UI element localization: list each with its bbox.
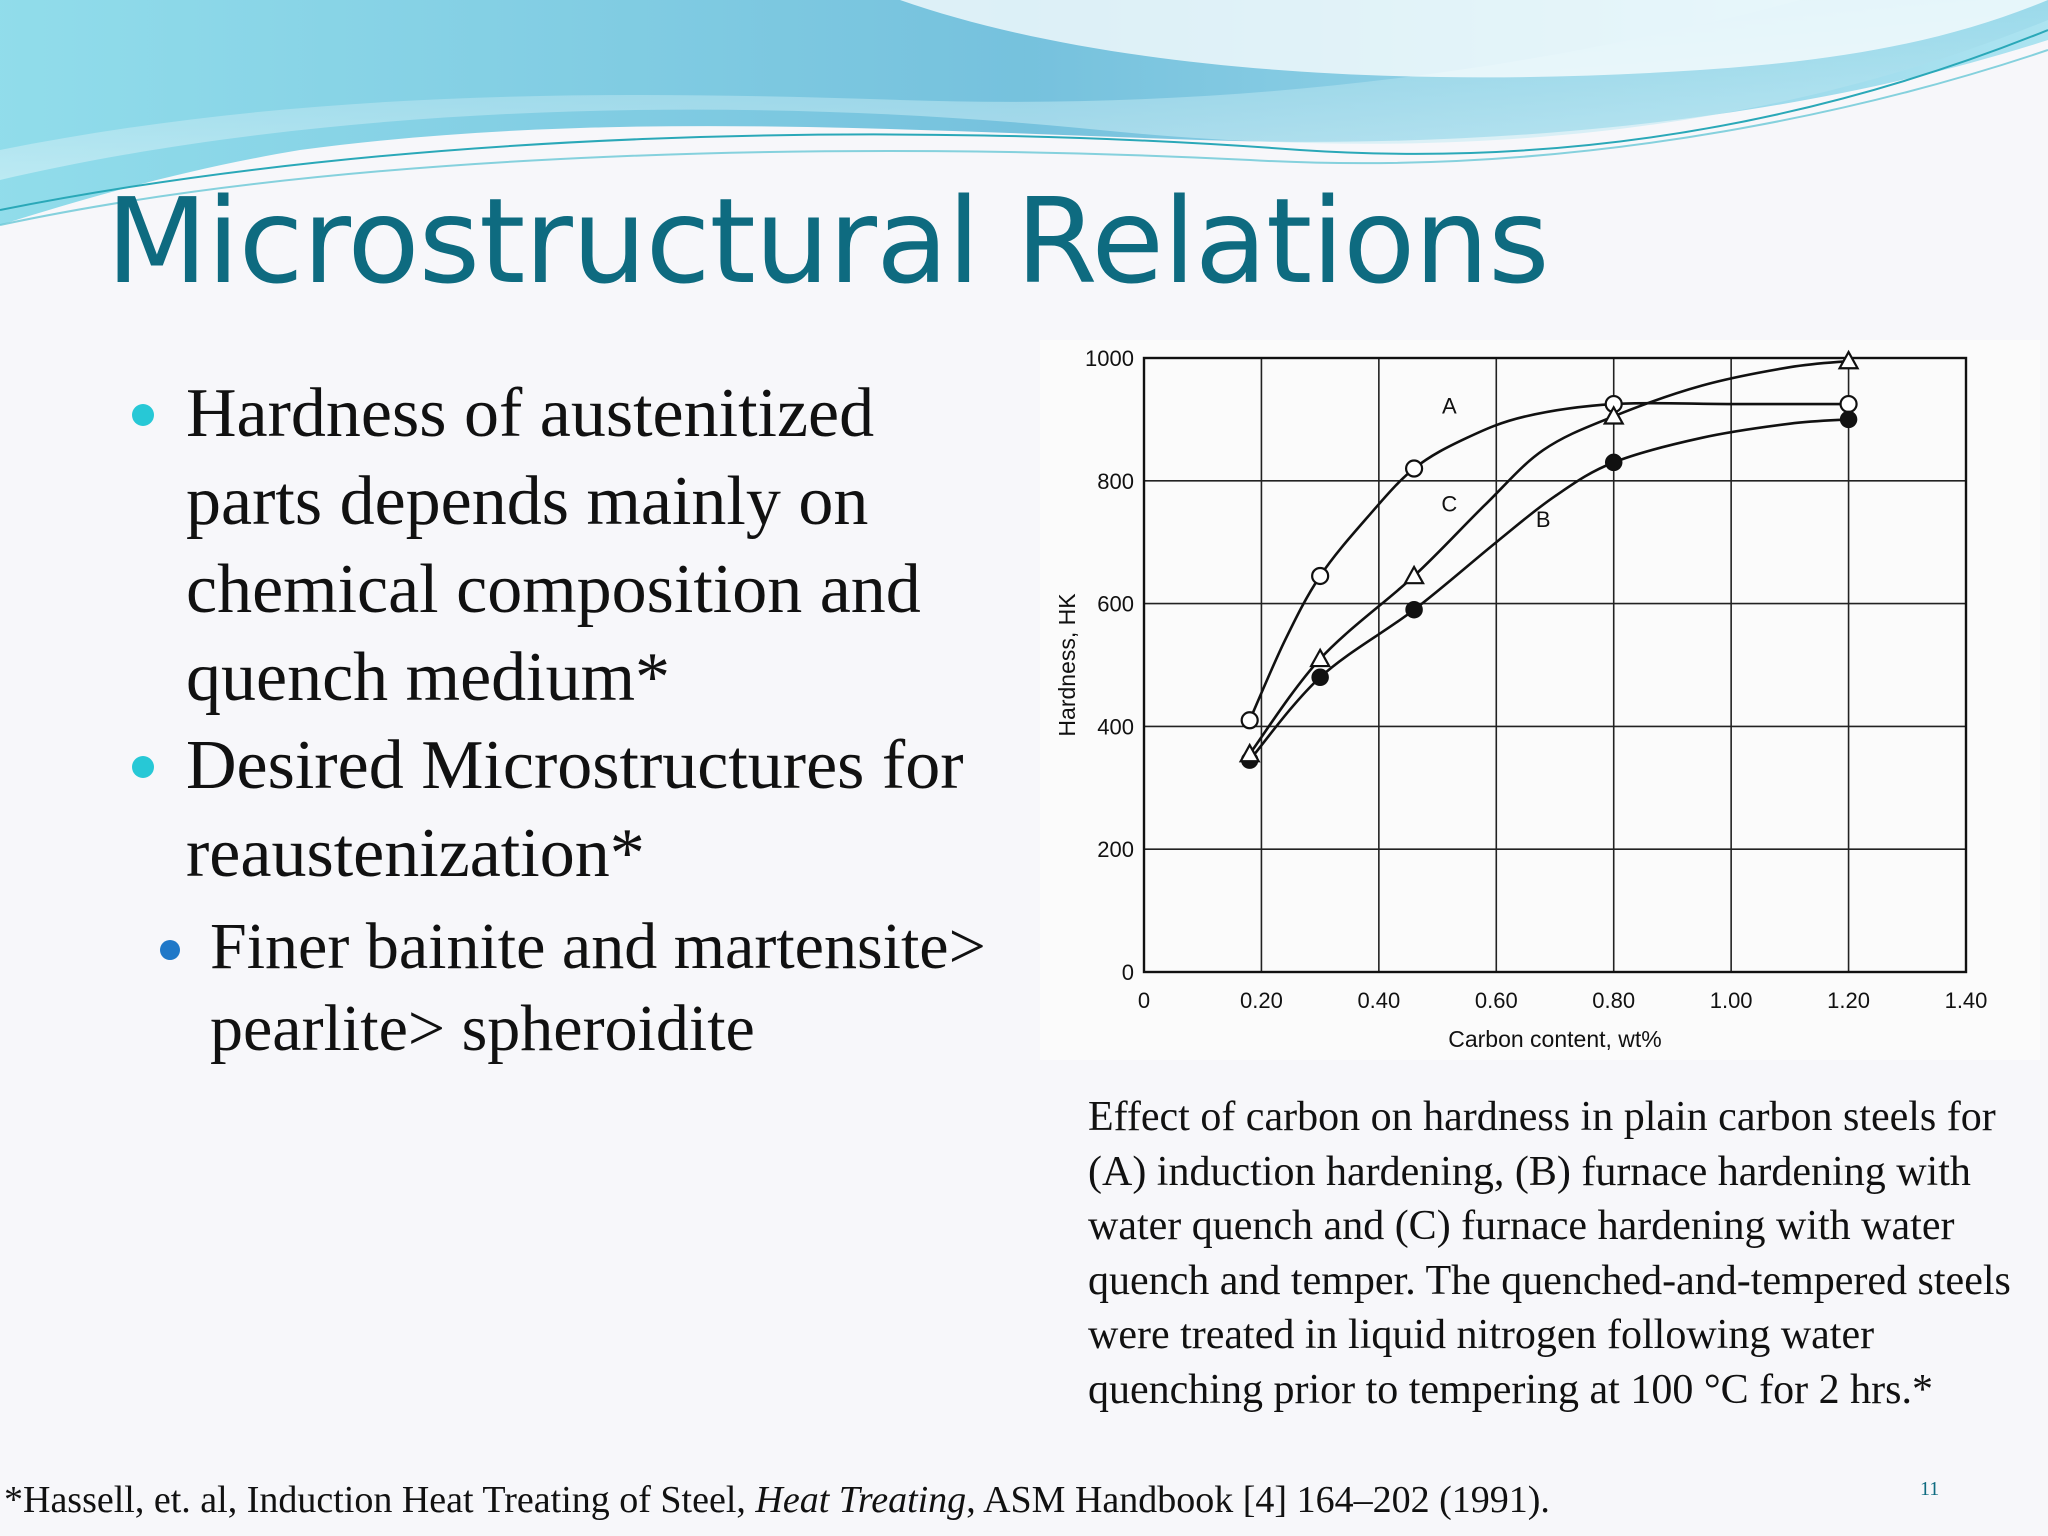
bullet-text: Hardness of austenitized parts depends mainly on chemical composition and quench medium* [186,375,921,716]
data-point-A [1406,461,1422,477]
y-tick-label: 200 [1097,837,1134,863]
data-point-A [1242,712,1258,728]
y-tick-label: 400 [1097,714,1134,740]
x-tick-label: 0.80 [1592,988,1636,1013]
bullet-dot-icon [132,404,154,426]
footnote [4,1476,1884,1524]
series-line-C [1250,361,1849,754]
data-point-B [1312,669,1328,685]
slide-title: Microstructural Relations [106,172,1549,310]
curve-label: A [1441,393,1457,419]
y-axis-label: Hardness, HK [1054,593,1080,737]
bullet-item [128,370,1008,722]
x-tick-label: 0.20 [1240,988,1283,1013]
data-point-B [1841,411,1857,427]
bullet-list [128,370,1008,1070]
curve-label: C [1441,491,1458,517]
series-line-B [1250,419,1849,760]
data-point-A [1312,568,1328,584]
y-tick-label: 0 [1121,960,1134,985]
bullet-text: Desired Microstructures for reaustenization* [186,727,964,892]
data-point-B [1406,602,1422,618]
footnote-prefix: *Hassell, et. al, Induction Heat Treating of Steel, [4,1479,756,1521]
plot-frame [1144,358,1966,972]
x-tick-label: 0.40 [1357,988,1401,1013]
x-tick-label: 1.40 [1944,988,1988,1013]
footnote-suffix: , ASM Handbook [4] 164–202 (1991). [966,1479,1550,1521]
bullet-item [128,722,1008,898]
chart-caption: Effect of carbon on hardness in plain carbon steels for (A) induction hardening, (B) furnace hardening with water quench and (C) furnace hardening with water quench and temper. The quenched-and-tempered steels were treated in liquid nitrogen following water quenching prior to tempering at 100 °C for 2 hrs.* [1088,1094,2011,1413]
chart-svg [1040,340,2040,1060]
series-line-A [1250,403,1849,720]
sub-bullet-dot-icon [160,940,180,960]
x-tick-label: 0 [1137,988,1151,1013]
data-point-A [1841,396,1857,412]
y-tick-label: 800 [1097,468,1134,494]
bullet-dot-icon [132,756,154,778]
data-point-B [1606,454,1622,470]
footnote-journal: Heat Treating [755,1479,967,1521]
y-tick-label: 600 [1097,591,1134,617]
sub-bullet-text: Finer bainite and martensite> pearlite> spheroidite [210,910,986,1065]
hardness-chart [1040,340,2040,1060]
x-tick-label: 1.20 [1827,988,1870,1013]
data-point-C [1840,352,1858,368]
x-tick-label: 1.00 [1709,988,1753,1013]
sub-bullet-item [70,906,1008,1070]
x-axis-label: Carbon content, wt% [1448,1026,1662,1052]
curve-label: B [1535,506,1551,532]
y-tick-label: 1000 [1085,346,1134,371]
x-tick-label: 0.60 [1474,988,1518,1013]
page-number: 11 [1920,1478,1940,1500]
